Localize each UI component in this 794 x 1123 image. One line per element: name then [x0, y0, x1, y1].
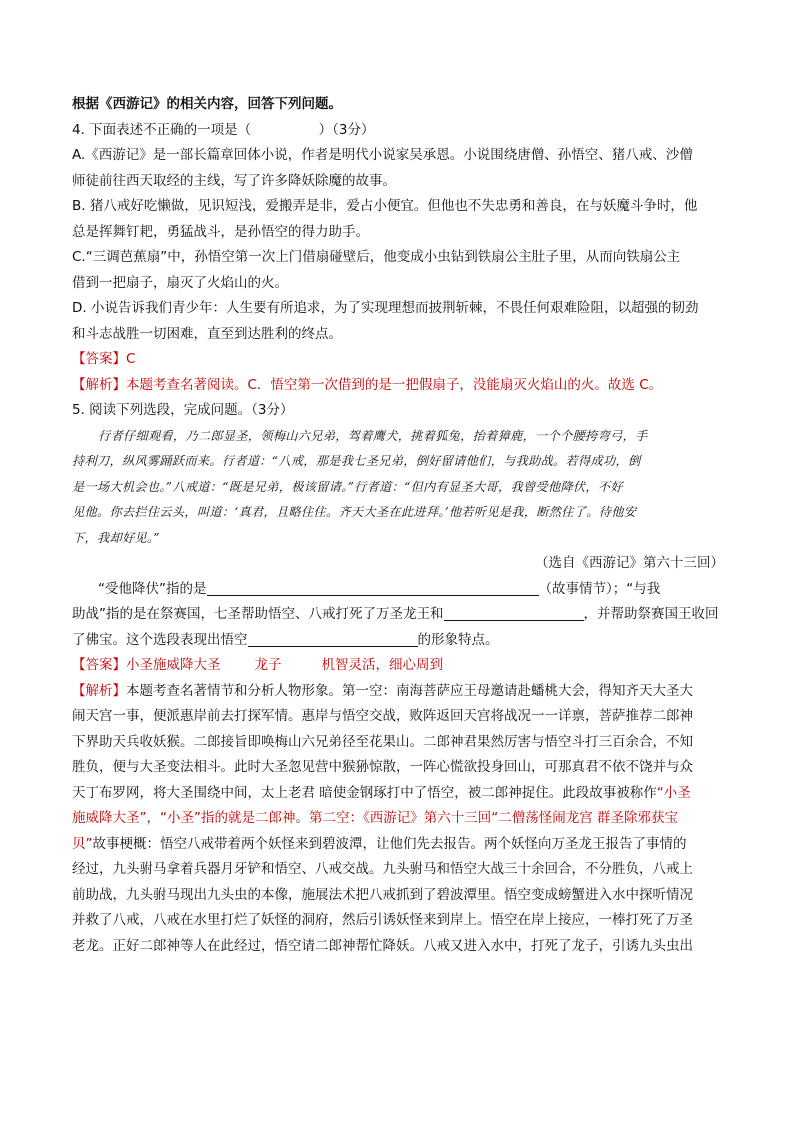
q4-analysis	[72, 373, 724, 399]
q5-analysis-line7	[72, 832, 724, 858]
q5-question-text: 了佛宝。这个选段表现出悟空	[72, 631, 248, 648]
q5-analysis-line2: 闹天宫一事，便派惠岸前去打探军情。惠岸与悟空交战，败阵返回天宫将战况一一详禀，菩萨推荐二郎神	[72, 708, 693, 724]
q5-analysis-line8: 经过，九头驸马拿着兵器月牙铲和悟空、八戒交战。九头驸马和悟空大战三十余回合，不分胜负，八戒上	[72, 861, 693, 877]
q5-question-text: （故事情节）；“与我	[538, 580, 661, 597]
q5-analysis-line1	[72, 679, 724, 705]
answer-value-1: 小圣施威降大圣	[126, 657, 221, 673]
q4-option-a-line1: A.《西游记》是一部长篇章回体小说，作者是明代小说家吴承恩。小说围绕唐僧、孙悟空、猪八戒、沙僧	[72, 147, 693, 163]
q5-analysis-line5	[72, 781, 724, 807]
q4-option-a-line2: 师徒前往西天取经的主线，写了许多降妖除魔的故事。	[72, 172, 396, 189]
q5-analysis-line10: 并救了八戒，八戒在水里打烂了妖怪的洞府，然后引诱妖怪来到岸上。悟空在岸上接应，一棒打死了万圣	[72, 912, 693, 928]
analysis-label: 【解析】	[72, 376, 126, 393]
answer-value: C	[126, 351, 136, 367]
q4-stem: 4. 下面表述不正确的一项是（ ）（3分）	[72, 121, 375, 138]
answer-value-2: 龙子	[254, 657, 282, 673]
q5-answer	[72, 653, 724, 679]
fill-blank-3[interactable]	[248, 630, 418, 647]
answer-value-3: 机智灵活，细心周到	[321, 657, 443, 673]
q4-option-c-line1: C.“三调芭蕉扇”中，孙悟空第一次上门借扇碰壁后，他变成小虫钻到铁扇公主肚子里，从而向铁扇公主	[72, 249, 681, 265]
q5-question-line1	[72, 577, 724, 603]
q5-passage-line4: 见他。你去拦住云头，叫道：‘真君，且略住住。齐天大圣在此进拜。’他若听见是我，断然住了。待他安	[72, 505, 637, 519]
q4-option-c-line2: 借到一把扇子，扇灭了火焰山的火。	[72, 274, 288, 291]
q5-analysis-line3: 下界助天兵收妖猴。二郎接旨即唤梅山六兄弟径至花果山。二郎神君果然厉害与悟空斗打三百余合，不知	[72, 733, 693, 750]
q5-analysis-line11: 老龙。正好二郎神等人在此经过，悟空请二郎神帮忙降妖。八戒又进入水中，打死了龙子，引诱九头虫出	[72, 937, 693, 954]
q5-source: （选自《西游记》第六十三回）	[535, 555, 724, 571]
q4-option-b-line2: 总是挥舞钉耙，勇猛战斗，是孙悟空的得力助手。	[72, 223, 369, 240]
q5-question-text: 助战”指的是在祭赛国，七圣帮助悟空、八戒打死了万圣龙王和	[72, 606, 444, 622]
q5-analysis-line6: 施威降大圣”，“小圣”指的就是二郎神。第二空：《西游记》第六十三回“二僧荡怪闹龙宫 群圣除邪获宝	[72, 810, 679, 826]
document-page	[72, 92, 724, 959]
q5-passage-line1: 行者仔细观看，乃二郎显圣，领梅山六兄弟，驾着鹰犬，挑着狐兔，抬着獐鹿，一个个腰挎弯弓，手	[98, 428, 648, 443]
answer-label: 【答案】	[72, 657, 126, 673]
analysis-highlight: “小圣	[656, 784, 691, 801]
q5-passage-line3: 是一场大机会也。”八戒道：“既是兄弟，极该留请。”行者道：“但内有显圣大哥，我曾受他降伏，不好	[72, 479, 623, 494]
q5-question-text: “受他降伏”指的是	[98, 580, 207, 597]
answer-label: 【答案】	[72, 351, 126, 367]
q5-analysis-line4: 胜负，便与大圣变法相斗。此时大圣忽见营中猴狲惊散，一阵心慌欲投身回山，可那真君不依不饶并与众	[72, 759, 693, 775]
q4-option-b-line1: B. 猪八戒好吃懒做，见识短浅，爱搬弄是非，爱占小便宜。但他也不失忠勇和善良，在与妖魔斗争时，他	[72, 198, 698, 214]
q5-stem: 5. 阅读下列选段，完成问题。（3分）	[72, 402, 294, 418]
q4-answer	[72, 347, 724, 373]
fill-blank-1[interactable]	[207, 579, 539, 596]
analysis-text: 天丁布罗网，将大圣围绕中间，太上老君 暗使金钢琢打中了悟空，被二郎神捉住。此段故事被称作	[72, 784, 657, 801]
q5-question-text: ，并帮助祭赛国王收回	[583, 606, 719, 622]
q5-question-line2	[72, 602, 724, 628]
fill-blank-2[interactable]	[444, 604, 584, 621]
section-intro: 根据《西游记》的相关内容，回答下列问题。	[72, 96, 342, 112]
analysis-text: 本题考查名著阅读。C．悟空第一次借到的是一把假扇子，没能扇灭火焰山的火。故选 C。	[126, 376, 663, 393]
q4-option-d-line1: D. 小说告诉我们青少年：人生要有所追求，为了实现理想而披荆斩棘，不畏任何艰难险阻，以超强的韧劲	[72, 300, 699, 316]
analysis-label: 【解析】	[72, 682, 126, 699]
q4-option-d-line2: 和斗志战胜一切困难，直至到达胜利的终点。	[72, 325, 342, 342]
q5-question-line3	[72, 628, 724, 654]
q5-passage-line2: 持利刀，纵风雾踊跃而来。行者道：“八戒，那是我七圣兄弟，倒好留请他们，与我助战。若得成功，倒	[72, 454, 641, 468]
analysis-text: 故事梗概：悟空八戒带着两个妖怪来到碧波潭，让他们先去报告。两个妖怪向万圣龙王报告了事情的	[92, 835, 687, 852]
q5-passage-line5: 下，我却好见。”	[72, 530, 160, 545]
q5-analysis-line9: 前助战，九头驸马现出九头虫的本像，施展法术把八戒抓到了碧波潭里。悟空变成螃蟹进入水中探听情况	[72, 886, 693, 903]
q5-question-text: 的形象特点。	[417, 631, 499, 648]
analysis-text: 本题考查名著情节和分析人物形象。第一空：南海菩萨应王母邀请赴蟠桃大会，得知齐天大圣大	[126, 682, 693, 699]
analysis-highlight: 贝”	[72, 835, 93, 852]
